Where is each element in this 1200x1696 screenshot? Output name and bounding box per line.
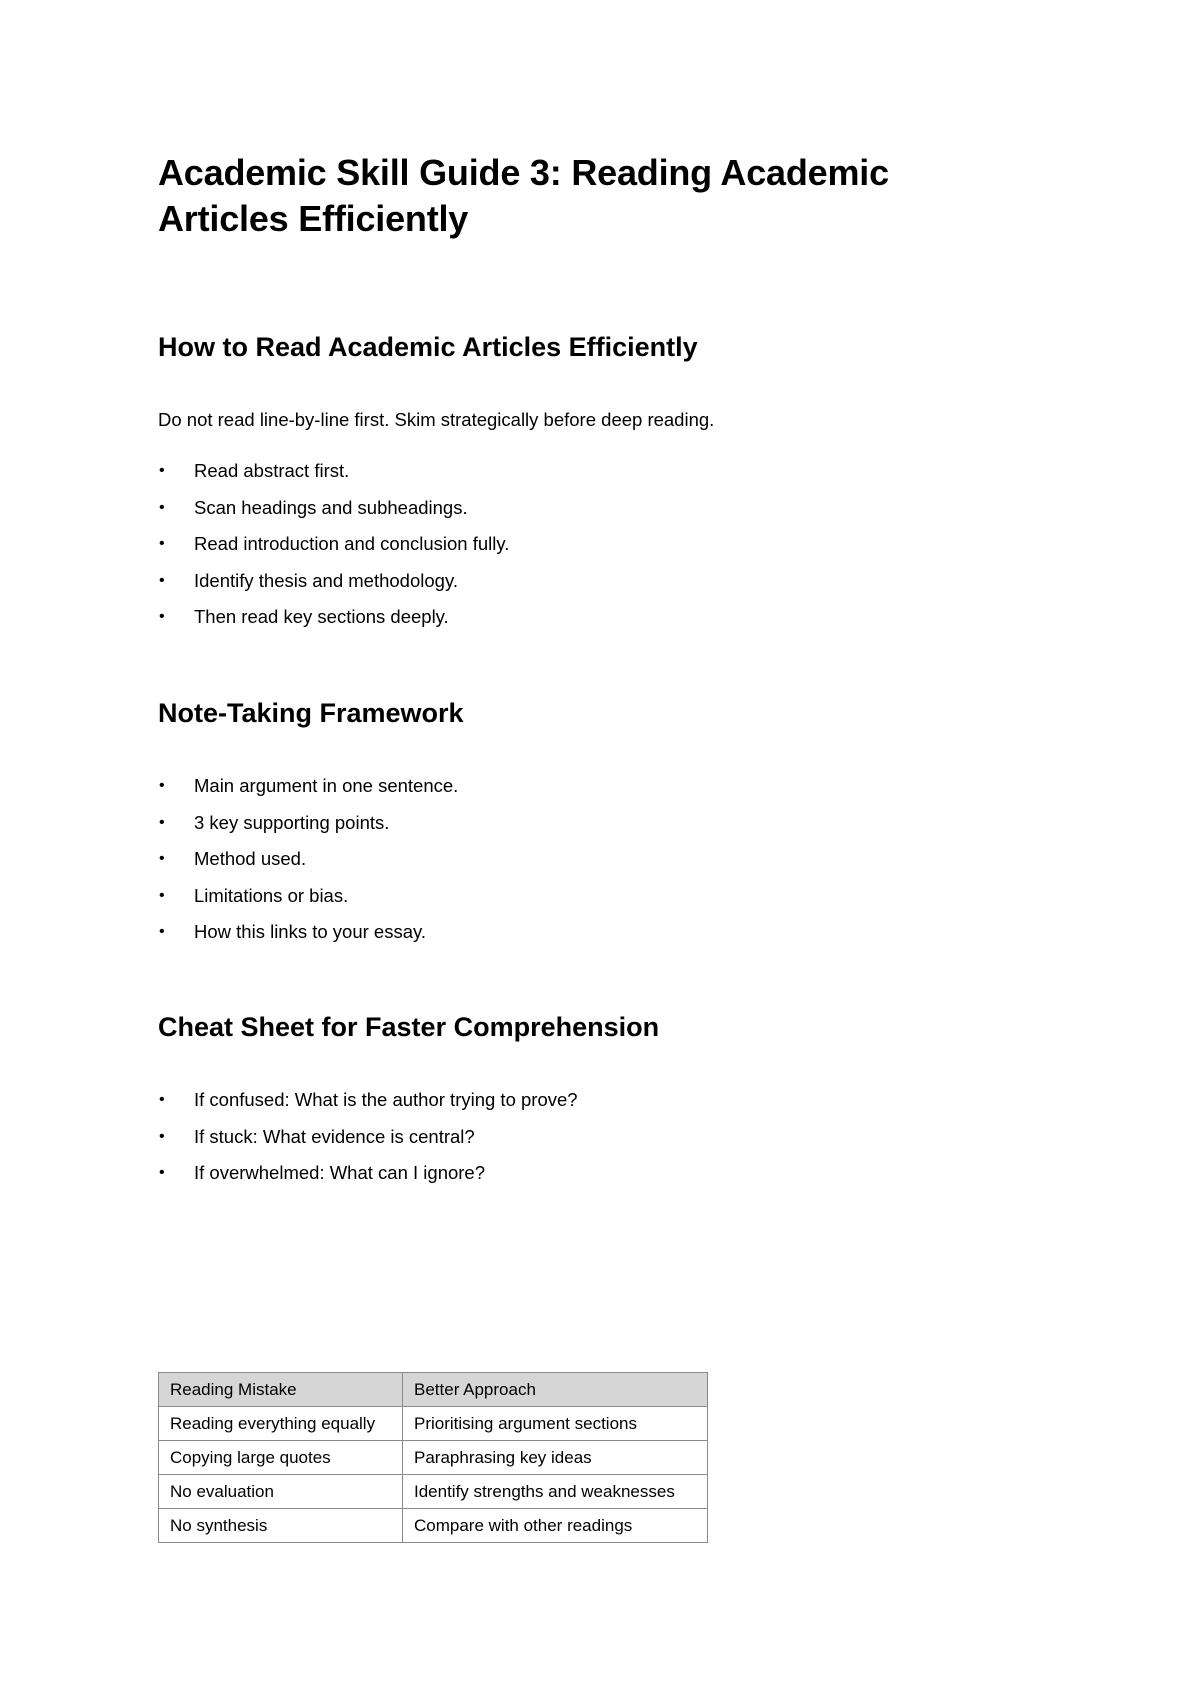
table-cell: Reading everything equally — [159, 1407, 403, 1441]
bullet-icon: • — [159, 498, 165, 516]
bullet-icon: • — [159, 462, 165, 479]
section-heading: Note-Taking Framework — [158, 698, 464, 728]
section-heading: How to Read Academic Articles Efficiently — [158, 332, 698, 362]
list-item: • If stuck: What evidence is central? — [159, 1125, 475, 1147]
table-cell: Compare with other readings — [403, 1509, 708, 1543]
table-cell: Prioritising argument sections — [403, 1407, 708, 1441]
list-item: • Then read key sections deeply. — [159, 606, 449, 627]
bullet-icon: • — [159, 608, 165, 625]
list-item: • 3 key supporting points. — [159, 811, 390, 833]
list-item: • How this links to your essay. — [159, 921, 427, 942]
table-cell: Paraphrasing key ideas — [403, 1441, 708, 1475]
title-line-1: Academic Skill Guide 3: Reading Academic — [158, 152, 889, 193]
table-row — [159, 1509, 708, 1543]
list-item: • Limitations or bias. — [159, 884, 349, 906]
table-header-cell: Reading Mistake — [159, 1373, 403, 1407]
document-title — [158, 150, 1058, 242]
table-cell: Identify strengths and weaknesses — [403, 1475, 708, 1509]
bullet-icon: • — [159, 850, 165, 867]
bullet-list — [158, 774, 458, 957]
table-cell: Copying large quotes — [159, 1441, 403, 1475]
list-item: • Identify thesis and methodology. — [159, 569, 458, 591]
table-header-row — [159, 1373, 708, 1407]
section-intro: Do not read line-by-line first. Skim strategically before deep reading. — [158, 409, 715, 430]
table-cell: No synthesis — [159, 1509, 403, 1543]
list-item: • Read introduction and conclusion fully. — [159, 533, 510, 554]
bullet-list — [158, 459, 509, 642]
document-page — [158, 150, 1058, 1535]
list-item: • If overwhelmed: What can I ignore? — [159, 1162, 486, 1183]
bullet-icon: • — [159, 923, 165, 940]
table-header-cell: Better Approach — [403, 1373, 708, 1407]
section-heading: Cheat Sheet for Faster Comprehension — [158, 1012, 660, 1042]
bullet-list — [158, 1088, 578, 1198]
bullet-icon: • — [159, 571, 165, 589]
section-cheat-sheet — [158, 1010, 1058, 1535]
table-cell: No evaluation — [159, 1475, 403, 1509]
list-item: • Scan headings and subheadings. — [159, 496, 468, 518]
bullet-icon: • — [159, 535, 165, 552]
list-item: • If confused: What is the author trying to prove? — [159, 1089, 578, 1110]
bullet-icon: • — [159, 813, 165, 831]
title-line-2: Articles Efficiently — [158, 198, 469, 239]
section-how-to-read — [158, 330, 1058, 627]
comparison-table — [158, 1372, 708, 1543]
list-item: • Read abstract first. — [159, 460, 350, 481]
bullet-icon: • — [159, 1127, 165, 1145]
table-row — [159, 1441, 708, 1475]
table-row — [159, 1407, 708, 1441]
list-item: • Main argument in one sentence. — [159, 775, 459, 796]
bullet-icon: • — [159, 777, 165, 794]
bullet-icon: • — [159, 1091, 165, 1108]
bullet-icon: • — [159, 1164, 165, 1181]
list-item: • Method used. — [159, 848, 307, 869]
table-row — [159, 1475, 708, 1509]
section-note-taking — [158, 696, 1058, 942]
bullet-icon: • — [159, 886, 165, 904]
